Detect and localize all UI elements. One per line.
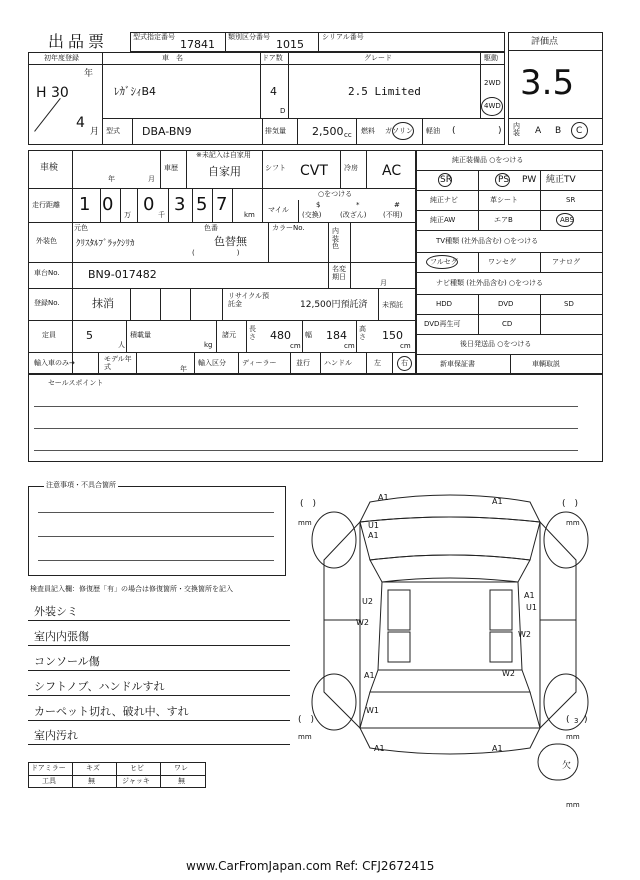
acc-tools-value: 無	[88, 777, 95, 785]
mile-label: マイル	[268, 206, 289, 214]
docs-manual: 車輌取説	[532, 360, 560, 368]
first-reg-label: 初年度登録	[44, 54, 79, 62]
interior-c: C	[576, 126, 583, 136]
spare-missing: 欠	[562, 761, 572, 771]
ac-label: 冷房	[344, 164, 358, 172]
equip-genuine-tv: 純正TV	[546, 175, 576, 185]
month-unit: 月	[90, 127, 100, 137]
score-label: 評価点	[531, 37, 559, 47]
fuel-label: 燃料	[361, 127, 375, 135]
interior-a: A	[535, 126, 542, 136]
length-value: 480	[270, 329, 291, 342]
class-num-value: 1015	[276, 38, 304, 51]
mark-right-u1: U1	[526, 603, 537, 612]
man-unit: 万	[124, 211, 131, 219]
usage-label: 車歴	[164, 164, 178, 172]
mark-front-a1-right: A1	[492, 497, 503, 506]
width-value: 184	[326, 329, 347, 342]
handle-left: 左	[374, 359, 381, 367]
spare-tire-circle-box	[538, 744, 578, 780]
type-num-label: 型式指定番号	[133, 33, 175, 41]
tv-type-label: TV種類 (社外品含む) ○をつける	[436, 237, 539, 245]
displacement-label: 排気量	[265, 127, 286, 135]
name-change-label: 名変期日	[332, 265, 346, 282]
mm-rr: mm	[566, 733, 580, 741]
load-label: 積載量	[130, 331, 151, 339]
shift-value: CVT	[300, 163, 328, 179]
exchange-sym: $	[316, 201, 321, 209]
caution-box	[28, 486, 286, 576]
acc-header-mirror: ドアミラー	[31, 764, 66, 772]
note-line-6: 室内汚れ	[34, 729, 78, 742]
navi-hdd: HDD	[436, 300, 453, 308]
acc-jack: ジャッキ	[122, 777, 150, 785]
acc-jack-value: 無	[178, 777, 185, 785]
acc-header-break: ワレ	[174, 764, 188, 772]
reg-label: 登録No.	[34, 299, 60, 307]
first-reg-year: H 30	[36, 85, 69, 101]
import-label: 輸入車のみ→	[34, 359, 75, 367]
mark-rear-a1-left: A1	[374, 744, 385, 753]
caution-label: 注意事項・不具合箇所	[46, 481, 116, 489]
model-year-unit: 年	[180, 365, 187, 373]
mileage-circle-note: ○をつける	[318, 190, 353, 198]
interior-c-circle	[571, 122, 588, 139]
reg-value: 抹消	[92, 297, 114, 310]
exterior-color-label: 外装色	[36, 237, 57, 245]
mm-rl: mm	[298, 733, 312, 741]
mark-fl-u1: U1	[368, 521, 379, 530]
drive-label: 駆動	[484, 54, 498, 62]
door-panel-left-rear	[388, 632, 410, 662]
inspection-month-unit: 月	[148, 175, 155, 183]
color-change-value: 色替無	[214, 235, 247, 248]
car-name-label: 車 名	[162, 54, 183, 62]
dims-label: 諸元	[222, 331, 236, 339]
paren-open: (	[452, 126, 456, 136]
tamper-label: (改ざん)	[340, 211, 367, 219]
equip-power-steering: PS	[498, 175, 510, 185]
width-label: 幅	[305, 331, 312, 339]
model-label: 型式	[106, 127, 120, 135]
dealer-label: ディーラー	[242, 359, 277, 367]
drive-4wd-circle	[481, 97, 503, 116]
height-label: 高さ	[359, 325, 366, 341]
genuine-label: 純正装備品 ○をつける	[452, 156, 524, 164]
ac-value: AC	[382, 163, 402, 179]
car-hood	[360, 517, 540, 560]
equip-leather-seat: 革シート	[490, 196, 518, 204]
mileage-digit-5: 5	[196, 194, 208, 215]
recycle-label: リサイクル預託金	[228, 292, 270, 309]
name-change-month-unit: 月	[380, 279, 387, 287]
door-suffix: D	[280, 107, 286, 115]
parallel-label: 並行	[296, 359, 310, 367]
length-cm-unit: cm	[290, 342, 301, 350]
note-line-5: カーペット切れ、破れ中、すれ	[34, 705, 189, 718]
paren-close: )	[498, 126, 502, 136]
acc-header-crack: ヒビ	[130, 764, 144, 772]
sales-point-box	[28, 374, 603, 462]
equip-power-window: PW	[522, 175, 537, 185]
acc-header-scratch: キズ	[86, 764, 100, 772]
page-title: 出品票	[48, 32, 109, 51]
mm-fl: mm	[298, 519, 312, 527]
navi-sd: SD	[564, 300, 574, 308]
unknown-sym: #	[394, 201, 400, 209]
mark-rl-a1: A1	[364, 671, 375, 680]
km-unit: km	[244, 211, 255, 219]
mark-fl-a1: A1	[368, 531, 379, 540]
interior-label: 内装	[513, 122, 520, 137]
exchange-label: (交換)	[302, 211, 322, 219]
capacity-label: 定員	[42, 331, 56, 339]
class-num-label: 類別区分番号	[228, 33, 270, 41]
equip-genuine-aw: 純正AW	[430, 216, 456, 224]
tire-spare-open: (	[566, 715, 570, 725]
recycle-amount: 12,500円預託済	[300, 300, 368, 310]
shift-label: シフト	[265, 164, 286, 172]
mark-right-a1: A1	[524, 591, 535, 600]
exterior-color-value: ｸﾘｽﾀﾙﾌﾞﾗｯｸｼﾘｶ	[76, 239, 135, 249]
equip-sr: SR	[566, 196, 576, 204]
equip-airbag: エアB	[494, 216, 513, 224]
person-unit: 人	[118, 341, 125, 349]
car-roof	[378, 582, 522, 670]
mileage-digit-2: 0	[102, 194, 114, 215]
note-line-1: 外装シミ	[34, 605, 78, 618]
tire-spare-value: 3	[574, 717, 579, 725]
mark-left-u2: U2	[362, 597, 373, 606]
mileage-digit-1: 1	[79, 194, 91, 215]
navi-dvd-player: DVD再生可	[424, 320, 461, 328]
grade-label: グレード	[364, 54, 392, 62]
mileage-digit-4: 3	[174, 194, 186, 215]
tire-spare-close: )	[584, 715, 588, 725]
navi-dvd: DVD	[498, 300, 514, 308]
car-left-side	[324, 522, 360, 728]
tv-fullseg: フルセグ	[430, 258, 458, 266]
interior-color-label: 内装色	[332, 227, 339, 251]
mileage-label: 走行距離	[32, 201, 60, 209]
equip-sunroof: SR	[440, 175, 452, 185]
acc-tools: 工具	[42, 777, 56, 785]
fullseg-circle	[426, 255, 458, 269]
cc-unit: cc	[344, 131, 352, 139]
car-windshield	[370, 555, 530, 582]
abs-circle	[556, 213, 574, 227]
note-line-4: シフトノブ、ハンドルすれ	[34, 680, 165, 693]
handle-right-circle	[397, 356, 412, 371]
tv-analog: アナログ	[552, 258, 580, 266]
mark-rl-w1: W1	[366, 706, 379, 715]
mark-rr-w2: W2	[502, 669, 515, 678]
width-cm-unit: cm	[344, 342, 355, 350]
interior-b: B	[555, 126, 562, 136]
displacement-value: 2,500	[312, 125, 344, 138]
type-num-value: 17841	[180, 38, 215, 51]
score-value: 3.5	[520, 63, 575, 103]
model-year-label: モデル年式	[104, 355, 132, 372]
mileage-digit-6: 7	[216, 194, 228, 215]
first-reg-month: 4	[76, 115, 85, 131]
footer-source: www.CarFromJapan.com Ref: CFJ2672415	[186, 859, 435, 873]
equip-genuine-navi: 純正ナビ	[430, 196, 458, 204]
inspection-year-unit: 年	[108, 175, 115, 183]
chassis-label: 車台No.	[34, 269, 60, 277]
color-paren: ( )	[192, 249, 240, 257]
wheel-front-left	[312, 512, 356, 568]
height-value: 150	[382, 329, 403, 342]
serial-label: シリアル番号	[322, 33, 364, 41]
mark-left-w2: W2	[356, 618, 369, 627]
capacity-value: 5	[86, 329, 93, 342]
sen-unit: 千	[158, 211, 165, 219]
usage-note: ※未記入は自家用	[196, 151, 251, 159]
recycle-unpaid: 未預託	[382, 301, 403, 309]
drive-4wd: 4WD	[484, 102, 501, 110]
mm-fr: mm	[566, 519, 580, 527]
tire-bracket-fl: ( )	[300, 499, 317, 509]
color-no-label: カラーNo.	[272, 224, 305, 232]
door-panel-right-rear	[490, 632, 512, 662]
light-oil-label: 軽油	[426, 127, 440, 135]
door-panel-left-front	[388, 590, 410, 630]
mileage-digit-3: 0	[143, 194, 155, 215]
equip-abs: ABS	[560, 216, 574, 224]
doors-label: ドア数	[262, 54, 283, 62]
navi-type-label: ナビ種類 (社外品含む) ○をつける	[436, 279, 544, 287]
unknown-label: (不明)	[383, 211, 403, 219]
load-kg-unit: kg	[204, 341, 213, 349]
orig-color-label: 元色	[74, 224, 88, 232]
drive-2wd: 2WD	[484, 79, 501, 87]
import-class-label: 輸入区分	[198, 359, 226, 367]
grade-value: 2.5 Limited	[348, 85, 421, 98]
inspector-label: 検査員記入欄：修復歴「有」の場合は修復箇所・交換箇所を記入	[30, 585, 233, 593]
note-line-2: 室内内張傷	[34, 630, 89, 643]
mark-right-w2: W2	[518, 630, 531, 639]
chassis-value: BN9-017482	[88, 268, 157, 281]
mm-spare: mm	[566, 801, 580, 809]
tv-oneseg: ワンセグ	[488, 258, 516, 266]
car-rear-outline	[360, 728, 540, 754]
docs-warranty: 新車保証書	[440, 360, 475, 368]
sales-point-label: セールスポイント	[48, 379, 104, 387]
handle-right: 右	[401, 359, 408, 367]
model-value: DBA-BN9	[142, 125, 192, 138]
tire-bracket-fr: ( )	[562, 499, 579, 509]
mark-rear-a1-right: A1	[492, 744, 503, 753]
fuel-circle	[392, 122, 414, 140]
note-line-3: コンソール傷	[34, 655, 100, 668]
tire-bracket-rl: ( )	[298, 715, 315, 725]
docs-label: 後日発送品 ○をつける	[460, 340, 532, 348]
year-unit: 年	[84, 69, 94, 79]
sunroof-circle	[438, 173, 452, 187]
car-name-value: ﾚｶﾞｼｨB4	[114, 85, 157, 98]
inspection-label: 車検	[40, 163, 59, 173]
handle-label: ハンドル	[324, 359, 352, 367]
height-cm-unit: cm	[400, 342, 411, 350]
door-panel-right-front	[490, 590, 512, 630]
car-trunk	[360, 692, 540, 728]
doors-value: 4	[270, 85, 277, 98]
usage-value: 自家用	[208, 165, 241, 178]
power-steering-circle	[495, 173, 510, 187]
mark-front-a1-left: A1	[378, 493, 389, 502]
fuel-value: ガソリン	[385, 127, 413, 135]
navi-cd: CD	[502, 320, 513, 328]
length-label: 長さ	[249, 325, 256, 341]
color-num-label: 色番	[204, 224, 218, 232]
tamper-sym: *	[356, 201, 360, 209]
